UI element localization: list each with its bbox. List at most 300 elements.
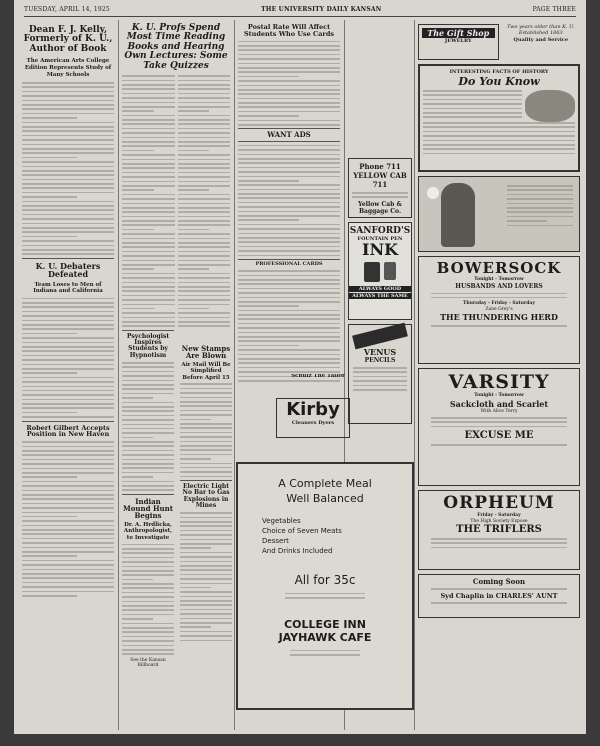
subhead-debaters: Team Loses to Men of Indiana and California (33, 281, 103, 295)
text-line (22, 516, 77, 518)
orpheum-film: THE TRIFLERS (456, 524, 542, 535)
text-line (122, 290, 175, 292)
text-line (180, 561, 232, 563)
kirby-subtitle: Cleaners Dyers (291, 420, 335, 426)
text-line (122, 566, 174, 568)
text-line (507, 185, 573, 187)
text-line (180, 388, 232, 390)
text-line (122, 388, 174, 390)
meal-item: And Drinks Included (262, 547, 333, 556)
text-line (22, 108, 114, 110)
sanford-ink: INK (361, 240, 398, 259)
text-line (238, 41, 340, 43)
text-line (238, 358, 340, 360)
baseball-ad (418, 176, 580, 252)
text-line (122, 570, 174, 572)
ink-bottle-icon (384, 262, 396, 280)
text-line (122, 614, 174, 616)
text-line (22, 407, 114, 409)
text-line (122, 627, 174, 629)
text-line (180, 397, 232, 399)
text-line (122, 251, 175, 253)
text-line (507, 189, 573, 191)
text-line (22, 183, 114, 185)
text-line (178, 123, 231, 125)
page-header (24, 6, 576, 17)
meal-title-1: A Complete Meal (278, 477, 372, 490)
orpheum-days: Friday - Saturday (477, 513, 521, 518)
meal-price: All for 35c (294, 573, 356, 588)
text-line (122, 424, 174, 426)
phone-line-3: 711 (372, 180, 388, 189)
text-line (22, 350, 114, 352)
text-line (122, 110, 154, 112)
text-line (238, 367, 340, 369)
text-line (122, 88, 175, 90)
text-line (22, 476, 77, 478)
text-line (122, 609, 174, 611)
text-line (180, 609, 232, 611)
text-line (180, 463, 232, 465)
text-line (180, 539, 232, 541)
text-line (122, 321, 175, 323)
text-line (122, 255, 175, 257)
text-line (180, 401, 232, 403)
article-indian-mound-text (122, 544, 174, 655)
text-line (122, 185, 175, 187)
text-line (178, 207, 231, 209)
text-line (178, 75, 231, 77)
text-line (178, 246, 231, 248)
text-line (22, 152, 114, 154)
text-line (22, 538, 114, 540)
text-line (122, 375, 174, 377)
text-line (238, 270, 340, 272)
text-line (22, 333, 77, 335)
text-line (22, 547, 114, 549)
text-line (122, 592, 174, 594)
bowersock-author: Zane Grey's (485, 306, 513, 312)
text-line (178, 194, 231, 196)
text-line (238, 120, 340, 122)
text-line (178, 211, 231, 213)
text-line (178, 110, 210, 112)
headline-gilbert: Robert Gilbert Accepts Position in New Haven (22, 421, 114, 439)
text-line (122, 397, 153, 399)
column-2b (180, 345, 232, 675)
text-line (22, 564, 114, 566)
text-line (180, 565, 232, 567)
text-line (238, 255, 340, 257)
text-line (423, 153, 575, 155)
yellow-cab-ad (348, 158, 412, 218)
sanford-fountain: FOUNTAIN PEN (357, 236, 403, 242)
text-line (178, 154, 231, 156)
text-line (122, 295, 175, 297)
sanford-always-good: ALWAYS GOOD (349, 286, 411, 292)
varsity-film: Sackcloth and Scarlet (449, 398, 549, 409)
text-line (238, 93, 340, 95)
text-line (180, 534, 232, 536)
text-line (238, 176, 340, 178)
meal-item: Dessert (262, 537, 289, 546)
text-line (22, 179, 114, 181)
text-line (423, 112, 522, 114)
text-line (238, 275, 340, 277)
text-line (22, 144, 114, 146)
text-line (178, 220, 231, 222)
text-line (507, 207, 573, 209)
text-line (22, 450, 114, 452)
text-line (238, 76, 299, 78)
established-ad (502, 24, 581, 60)
text-line (122, 445, 174, 447)
text-line (180, 449, 232, 451)
text-line (122, 93, 175, 95)
text-line (423, 108, 522, 110)
text-line (238, 211, 340, 213)
text-line (180, 476, 232, 478)
text-line (22, 529, 114, 531)
bowersock-film: THE THUNDERING HERD (440, 312, 558, 323)
text-line (122, 623, 174, 625)
text-line (22, 591, 114, 593)
text-line (22, 582, 114, 584)
text-line (122, 419, 174, 421)
professional-cards-text (238, 270, 340, 381)
text-line (22, 201, 114, 203)
text-line (122, 406, 174, 408)
text-line (238, 283, 340, 285)
text-line (22, 342, 114, 344)
bowersock-title: BOWERSOCK (436, 259, 562, 277)
text-line (180, 458, 211, 460)
coming-soon: Coming Soon (472, 577, 526, 586)
text-line (122, 194, 175, 196)
text-line (122, 84, 175, 86)
text-line (238, 85, 340, 87)
text-line (22, 236, 77, 238)
text-line (238, 58, 340, 60)
text-line (178, 255, 231, 257)
text-line (238, 340, 340, 342)
text-line (22, 196, 77, 198)
jayhawk-cafe: JAYHAWK CAFE (278, 631, 372, 645)
text-line (22, 100, 114, 102)
text-line (22, 377, 114, 379)
text-line (22, 533, 114, 535)
text-line (22, 368, 114, 370)
text-line (122, 557, 174, 559)
text-line (180, 556, 232, 558)
text-line (122, 393, 174, 395)
text-line (122, 216, 175, 218)
text-line (122, 432, 174, 434)
text-line (22, 161, 114, 163)
text-line (22, 113, 114, 115)
text-line (122, 102, 175, 104)
article-new-stamps-text (180, 383, 232, 477)
text-line (238, 215, 340, 217)
column-1 (22, 20, 114, 730)
article-electric-light-text (180, 512, 232, 641)
baseball-ball-icon (427, 187, 439, 199)
text-line (122, 167, 175, 169)
text-line (22, 214, 114, 216)
text-line (178, 93, 231, 95)
text-line (122, 450, 174, 452)
header-date: TUESDAY, APRIL 14, 1925 (24, 6, 110, 13)
text-line (22, 227, 114, 229)
text-line (22, 231, 114, 233)
text-line (122, 410, 174, 412)
text-line (238, 180, 299, 182)
text-line (22, 454, 114, 456)
meal-item: Choice of Seven Meats (262, 527, 342, 536)
text-line (22, 359, 114, 361)
text-line (122, 119, 175, 121)
text-line (22, 311, 114, 313)
article-profs-left (122, 75, 175, 330)
text-line (122, 277, 175, 279)
gift-shop-name: The Gift Shop (422, 28, 495, 38)
text-line (238, 349, 340, 351)
varsity-title: VARSITY (448, 371, 550, 393)
text-line (238, 310, 340, 312)
text-line (122, 362, 174, 364)
text-line (238, 63, 340, 65)
text-line (238, 171, 340, 173)
text-line (122, 402, 174, 404)
text-line (22, 512, 114, 514)
text-line (238, 71, 340, 73)
text-line (178, 282, 231, 284)
kirby-ad (276, 398, 350, 438)
text-line (122, 485, 174, 487)
kirby-brand: Kirby (286, 399, 340, 420)
text-line (423, 144, 575, 146)
text-line (178, 251, 231, 253)
text-line (22, 569, 114, 571)
text-line (122, 203, 175, 205)
text-line (238, 111, 340, 113)
text-line (22, 394, 114, 396)
text-line (22, 104, 114, 106)
text-line (180, 618, 232, 620)
text-line (238, 237, 340, 239)
text-line (180, 552, 232, 554)
text-line (22, 494, 114, 496)
text-line (238, 184, 340, 186)
text-line (507, 211, 573, 213)
text-line (180, 517, 232, 519)
text-line (238, 318, 340, 320)
text-line (22, 240, 114, 242)
headline-profs: K. U. Profs Spend Most Time Reading Books and Hearing Own Lectures: Some Take Quizzes (124, 23, 228, 71)
text-line (180, 613, 232, 615)
history-portrait (525, 90, 575, 122)
meal-ad (236, 462, 414, 710)
text-line (180, 410, 232, 412)
text-line (423, 90, 522, 92)
text-line (22, 542, 114, 544)
text-line (122, 304, 175, 306)
newspaper-page (14, 0, 586, 734)
text-line (238, 189, 340, 191)
text-line (238, 102, 340, 104)
text-line (238, 98, 340, 100)
text-line (22, 139, 114, 141)
text-line (507, 225, 573, 227)
text-line (122, 106, 175, 108)
text-line (122, 172, 175, 174)
varsity-film-2: EXCUSE ME (464, 430, 534, 442)
kansan-billboard-note: See the Kansan Billboard (130, 657, 166, 669)
text-line (238, 145, 340, 147)
bowersock-days: Thursday - Friday - Saturday (463, 301, 535, 307)
text-line (22, 170, 114, 172)
quality-service: Quality and Service (513, 37, 569, 43)
text-line (122, 115, 175, 117)
text-line (122, 264, 175, 266)
text-line (180, 436, 232, 438)
text-line (423, 135, 575, 137)
text-line (122, 224, 175, 226)
text-line (22, 364, 114, 366)
text-line (180, 471, 232, 473)
text-line (507, 203, 573, 205)
text-line (178, 176, 231, 178)
orpheum-title: ORPHEUM (443, 493, 555, 513)
text-line (238, 89, 340, 91)
text-line (180, 521, 232, 523)
pencil-graphic (352, 323, 408, 350)
text-line (122, 579, 153, 581)
text-line (238, 206, 340, 208)
text-line (122, 207, 175, 209)
text-line (178, 145, 231, 147)
text-line (122, 317, 175, 319)
text-line (22, 82, 114, 84)
text-line (122, 198, 175, 200)
text-line (238, 314, 340, 316)
text-line (180, 596, 232, 598)
text-line (238, 241, 340, 243)
text-line (180, 467, 232, 469)
headline-hypnotism: Psychologist Inspires Students by Hypnotism (122, 330, 174, 359)
text-line (22, 86, 114, 88)
text-line (22, 573, 114, 575)
text-line (122, 128, 175, 130)
sanford-brand: SANFORD'S (349, 226, 411, 236)
text-line (22, 346, 114, 348)
text-line (22, 595, 77, 597)
text-line (238, 224, 340, 226)
text-line (22, 490, 114, 492)
text-line (180, 622, 232, 624)
text-line (180, 587, 211, 589)
text-line (122, 154, 175, 156)
headline-debaters: K. U. Debaters Defeated (22, 258, 114, 279)
text-line (22, 399, 114, 401)
text-line (22, 302, 114, 304)
text-line (238, 149, 340, 151)
text-line (22, 446, 114, 448)
header-masthead: THE UNIVERSITY DAILY KANSAN (261, 6, 382, 13)
text-line (238, 246, 340, 248)
text-line (122, 366, 174, 368)
text-line (238, 345, 299, 347)
chaplin-film: Syd Chaplin in CHARLES' AUNT (440, 592, 558, 601)
text-line (122, 583, 174, 585)
text-line (180, 432, 232, 434)
text-line (122, 123, 175, 125)
text-line (22, 468, 114, 470)
text-line (122, 181, 175, 183)
text-line (122, 467, 174, 469)
text-line (180, 441, 232, 443)
headline-postal: Postal Rate Will Affect Students Who Use Cards (243, 23, 335, 38)
meal-items (262, 516, 412, 556)
text-line (22, 157, 77, 159)
text-line (122, 476, 153, 478)
text-line (238, 158, 340, 160)
text-line (178, 233, 231, 235)
bowersock-show: HUSBANDS AND LOVERS (455, 282, 543, 290)
text-line (122, 596, 174, 598)
text-line (122, 454, 174, 456)
text-line (122, 211, 175, 213)
text-line (122, 548, 174, 550)
text-line (238, 228, 340, 230)
text-line (122, 150, 154, 152)
text-line (22, 412, 77, 414)
text-line (180, 423, 232, 425)
text-line (180, 635, 232, 637)
text-line (22, 560, 114, 562)
text-line (178, 106, 231, 108)
text-line (180, 604, 232, 606)
text-line (22, 472, 114, 474)
text-line (22, 441, 114, 443)
text-line (22, 463, 114, 465)
text-line (178, 321, 231, 323)
text-line (122, 233, 175, 235)
text-line (178, 102, 231, 104)
text-line (238, 327, 340, 329)
text-line (22, 95, 114, 97)
text-line (178, 286, 231, 288)
text-line (178, 268, 210, 270)
text-line (122, 552, 174, 554)
subhead-indian-mound: Dr. A. Hrdlicka, Anthropologist, to Investigate (123, 521, 173, 541)
text-line (122, 561, 174, 563)
text-line (238, 115, 299, 117)
text-line (122, 415, 174, 417)
text-line (22, 507, 114, 509)
text-line (178, 159, 231, 161)
text-line (122, 137, 175, 139)
text-line (122, 463, 174, 465)
text-line (180, 578, 232, 580)
text-line (238, 354, 340, 356)
text-line (238, 124, 340, 126)
text-line (122, 159, 175, 161)
schulz-tailor: Schulz The Tailor (291, 374, 345, 379)
text-line (180, 574, 232, 576)
text-line (22, 403, 114, 405)
text-line (423, 103, 522, 105)
